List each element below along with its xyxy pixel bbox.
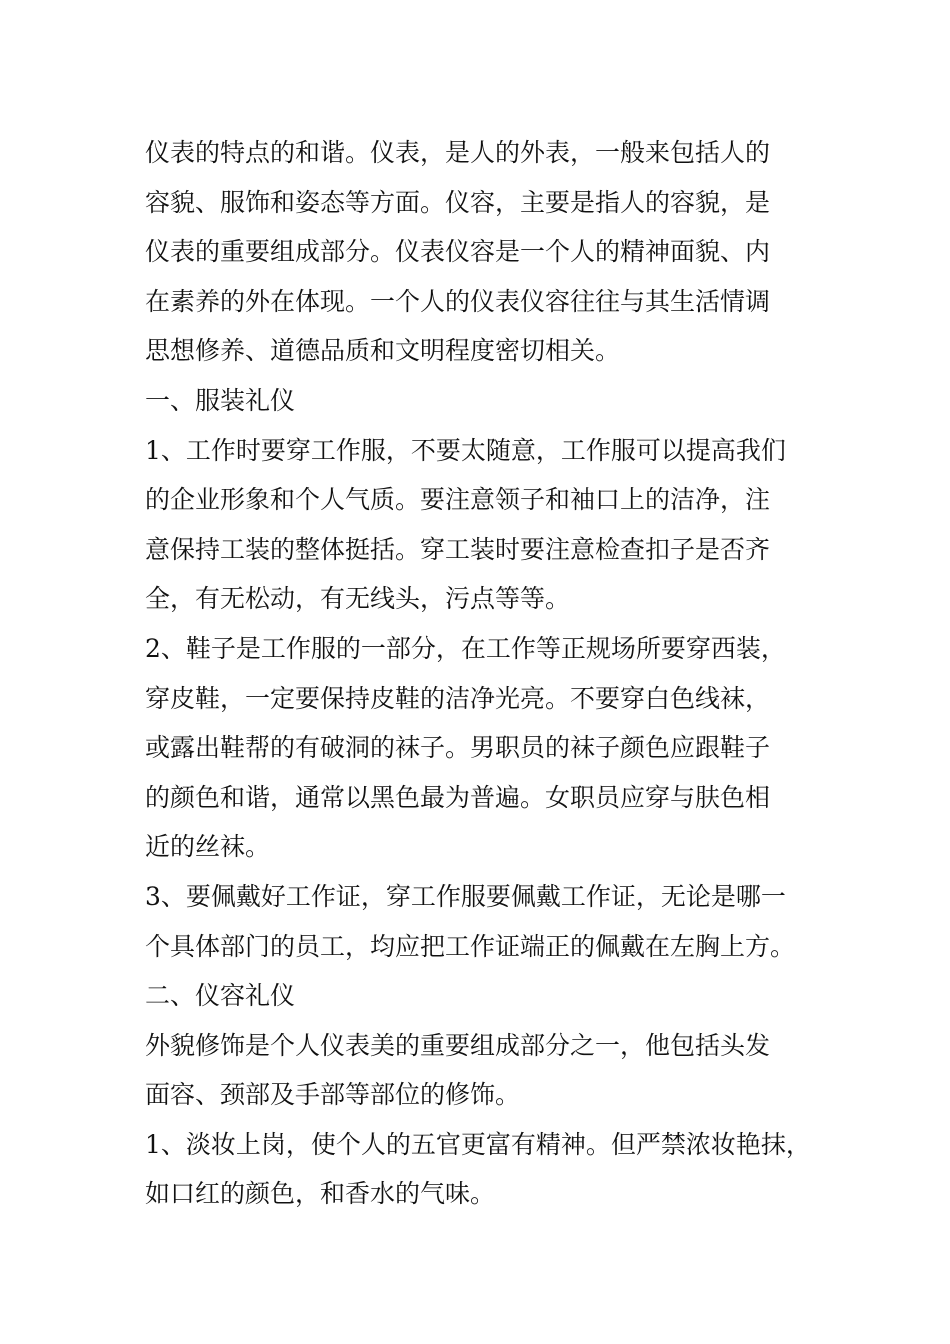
document-page [145,128,825,1219]
list-item-line: 的企业形象和个人气质。要注意领子和袖口上的洁净，注 [145,485,771,515]
section-heading: 一、服装礼仪 [145,385,296,415]
list-item-line: 如口红的颜色，和香水的气味。 [145,1179,496,1209]
list-item-line: 1、工作时要穿工作服，不要太随意，工作服可以提高我们 [145,435,786,465]
list-item-line: 1、淡妆上岗，使个人的五官更富有精神。但严禁浓妆艳抹， [145,1129,811,1159]
paragraph-line: 仪表的特点的和谐。仪表，是人的外表，一般来包括人的 [145,138,771,167]
paragraph-line: 思想修养、道德品质和文明程度密切相关。 [145,336,621,366]
list-item-line: 或露出鞋帮的有破洞的袜子。男职员的袜子颜色应跟鞋子 [145,733,771,763]
paragraph-line: 面容、颈部及手部等部位的修饰。 [145,1080,521,1110]
list-item-line: 3、要佩戴好工作证，穿工作服要佩戴工作证，无论是哪一 [145,881,786,911]
paragraph-line: 在素养的外在体现。一个人的仪表仪容往往与其生活情调 [145,286,771,316]
list-item-line: 意保持工装的整体挺括。穿工装时要注意检查扣子是否齐 [145,534,771,564]
list-item-line: 穿皮鞋，一定要保持皮鞋的洁净光亮。不要穿白色线袜， [145,683,771,713]
list-item-line: 个具体部门的员工，均应把工作证端正的佩戴在左胸上方。 [145,931,796,961]
list-item-line: 的颜色和谐，通常以黑色最为普遍。女职员应穿与肤色相 [145,782,771,812]
list-item-line: 全，有无松动，有无线头，污点等等。 [145,584,571,614]
list-item-line: 近的丝袜。 [145,832,271,862]
paragraph-line: 容貌、服饰和姿态等方面。仪容，主要是指人的容貌，是 [145,187,771,217]
paragraph-line: 仪表的重要组成部分。仪表仪容是一个人的精神面貌、内 [145,237,771,267]
paragraph-line: 外貌修饰是个人仪表美的重要组成部分之一，他包括头发 [145,1030,771,1060]
list-item-line: 2、鞋子是工作服的一部分，在工作等正规场所要穿西装， [145,633,786,663]
section-heading: 二、仪容礼仪 [145,981,296,1011]
